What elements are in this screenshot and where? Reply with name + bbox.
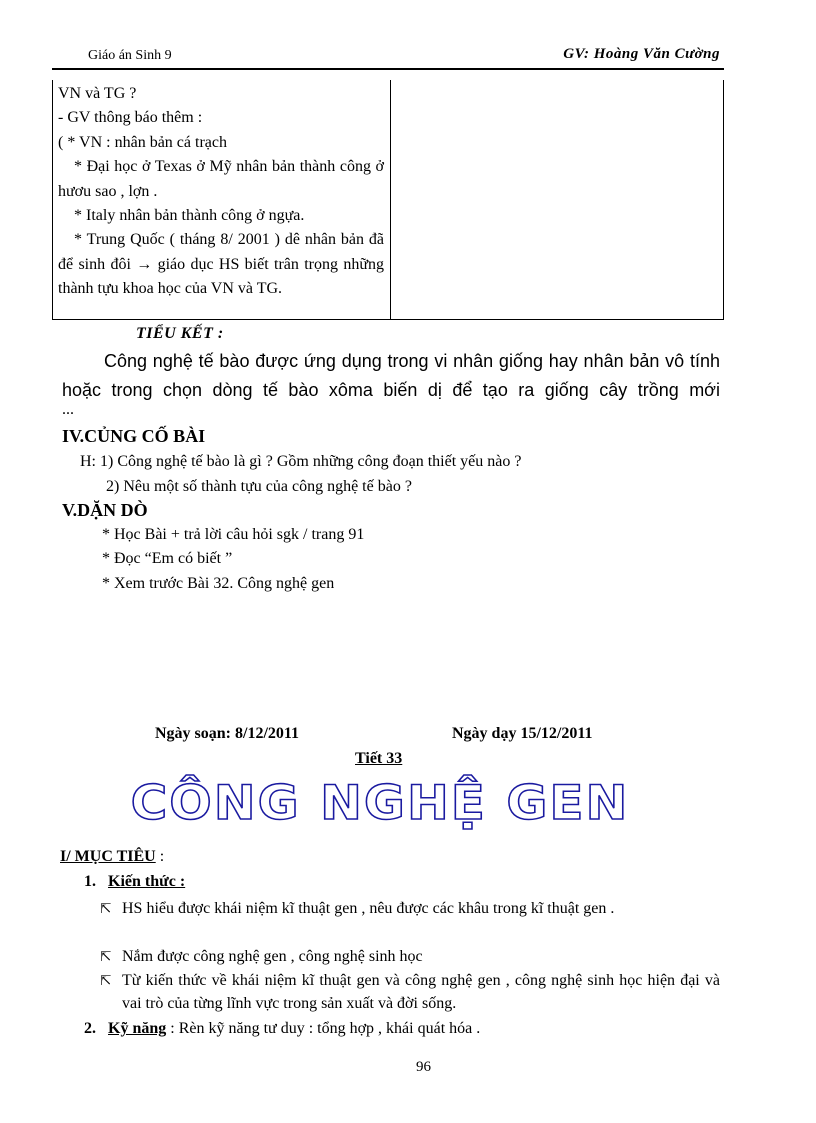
section-v-title: V.DẶN DÒ	[62, 500, 148, 520]
cell-line: * Đại học ở Texas ở Mỹ nhân bản thành công ở hươu sao , lợn .	[58, 158, 384, 200]
knowledge-number: 1.	[84, 873, 96, 890]
skills-label: Kỹ năng	[108, 1020, 167, 1037]
knowledge-item	[100, 969, 722, 1012]
hollow-arrow-icon: ⇱	[100, 974, 112, 989]
hollow-arrow-icon: ⇱	[100, 902, 112, 917]
knowledge-heading-row	[84, 873, 185, 891]
knowledge-item-text: HS hiểu được khái niệm kĩ thuật gen , nêu được các khâu trong kĩ thuật gen .	[122, 900, 615, 917]
skills-number: 2.	[84, 1020, 96, 1037]
objectives-heading-colon: :	[155, 848, 165, 865]
table-left-cell	[58, 82, 384, 302]
hollow-arrow-icon: ⇱	[100, 950, 112, 965]
skills-text: : Rèn kỹ năng tư duy : tổng hợp , khái quát hóa .	[166, 1020, 481, 1037]
knowledge-item	[100, 945, 722, 969]
skills-row	[84, 1020, 480, 1038]
date-prepared: Ngày soạn: 8/12/2011	[155, 725, 300, 742]
lesson-number: Tiết 33	[355, 750, 403, 767]
knowledge-label: Kiến thức :	[108, 873, 186, 890]
section-iv-title: IV.CỦNG CỐ BÀI	[62, 426, 206, 446]
cell-line: * Trung Quốc ( tháng 8/ 2001 ) dê nhân bản đã để sinh đôi → giáo dục HS biết trân trọng những thành tựu khoa học của VN và TG.	[58, 231, 384, 298]
knowledge-item-text: Nắm được công nghệ gen , công nghệ sinh học	[122, 948, 423, 965]
cell-line: * Italy nhân bản thành công ở ngựa.	[74, 207, 305, 225]
homework-item: * Xem trước Bài 32. Công nghệ gen	[102, 575, 335, 592]
summary-text: Công nghệ tế bào được ứng dụng trong vi nhân giống hay nhân bản vô tính hoặc trong chọn dòng tế bào xôma biến dị để tạo ra giống cây trồng mới	[62, 351, 720, 400]
cell-line: - GV thông báo thêm :	[58, 109, 203, 127]
summary-ellipsis: ...	[62, 401, 74, 418]
section-iv-question-1: H: 1) Công nghệ tế bào là gì ? Gồm những công đoạn thiết yếu nào ?	[80, 453, 522, 470]
objectives-heading-row	[60, 848, 164, 866]
knowledge-item	[100, 897, 722, 921]
objectives-heading: I/ MỤC TIÊU	[60, 848, 156, 865]
table-column-divider	[390, 80, 391, 320]
header-subject: Giáo án Sinh 9	[88, 48, 172, 63]
summary-text-block	[62, 347, 720, 405]
homework-item: * Học Bài + trả lời câu hỏi sgk / trang 91	[102, 526, 365, 543]
page-number: 96	[416, 1059, 431, 1075]
lesson-title: CÔNG NGHỆ GEN	[130, 775, 630, 831]
header-rule	[52, 68, 724, 70]
date-taught: Ngày dạy 15/12/2011	[452, 725, 593, 742]
header-teacher: GV: Hoàng Văn Cường	[563, 46, 720, 62]
section-iv-question-2: 2) Nêu một số thành tựu của công nghệ tế bào ?	[106, 478, 412, 495]
knowledge-item-text: Từ kiến thức về khái niệm kĩ thuật gen và công nghệ gen , công nghệ sinh học hiện đại và vai trò của từng lĩnh vực trong sản xuất và đời sống.	[122, 972, 720, 1012]
cell-line: VN và TG ?	[58, 85, 137, 102]
summary-heading: TIỂU KẾT :	[136, 325, 224, 342]
cell-line: ( * VN : nhân bản cá trạch	[58, 133, 227, 151]
homework-item: * Đọc “Em có biết ”	[102, 550, 233, 567]
